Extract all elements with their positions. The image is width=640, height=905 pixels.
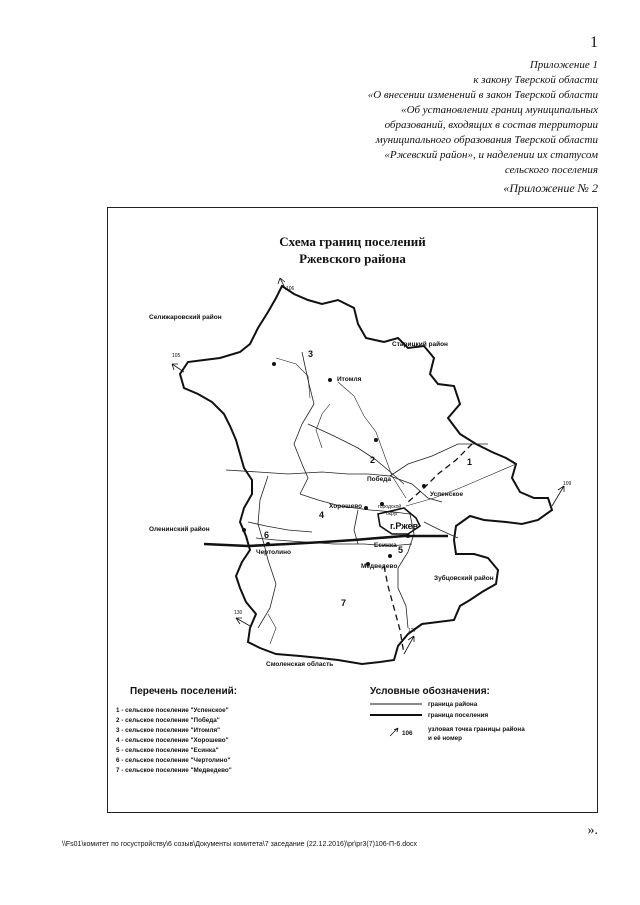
neighbor-smolensk: Смоленская область [266,661,334,668]
node-symbol [390,728,398,736]
boundary-point-number: 106 [286,286,295,292]
appendix-ref: «Приложение № 2 [503,181,598,195]
boundary-nodes [172,278,564,654]
settlement-uspenskoe: Успенское [430,491,464,498]
legend-district-border: граница района [428,701,478,708]
header-line: «О внесении изменений в закон Тверской области [367,89,598,101]
settlement-dot [388,554,392,558]
list-item: 4 - сельское поселение "Хорошево" [116,737,229,744]
map-frame [107,207,598,813]
appendix-header [268,58,598,178]
header-line: к закону Тверской области [473,74,598,86]
list-item: 2 - сельское поселение "Победа" [116,717,220,724]
settlement-medvedevo: Медведево [361,563,398,570]
settlement-itomlya: Итомля [337,376,362,383]
settlement-dot [422,484,426,488]
header-line: муниципального образования Тверской области [375,134,598,146]
settlement-dot [406,534,410,538]
header-line: «Об установлении границ муниципальных [401,104,598,116]
list-item: 3 - сельское поселение "Итомля" [116,727,221,734]
list-item: 6 - сельское поселение "Чертолино" [116,757,231,764]
zone-number: 2 [370,455,376,465]
roads [268,358,516,644]
legend-symbols [370,700,430,740]
list-item: 7 - сельское поселение "Медведево" [116,767,232,774]
zone-number: 3 [308,349,314,359]
neighbor-zubtsov: Зубцовский район [434,575,494,582]
boundary-point-number: 105 [172,353,181,359]
settlement-dot [266,542,270,546]
neighbor-selizharovo: Селижаровский район [149,314,222,321]
zone-number: 6 [264,530,270,540]
zone-number: 4 [319,510,325,520]
district-map [108,208,597,678]
neighbor-olenino: Оленинский район [149,526,210,533]
city-district-label: городской [378,504,402,510]
boundary-point-number: 109 [563,481,572,487]
legend-settlement-border: граница поселения [428,712,489,719]
settlement-list [116,706,232,776]
settlement-dot [242,528,246,532]
header-line: «Ржевский район», и наделении их статусом [384,149,598,161]
settlement-dot [364,506,368,510]
city-district-label: округ [386,511,399,517]
list-item: 5 - сельское поселение "Есинка" [116,747,219,754]
neighbor-staritsa: Старицкий район [392,341,448,348]
settlement-esinka: Есинка [374,542,397,549]
zone-number: 5 [398,545,404,555]
district-border [180,286,552,664]
settlement-khoroshevo: Хорошево [329,503,363,510]
page-number: 1 [590,34,598,51]
boundary-point-number: 127 [408,628,417,634]
settlement-borders [226,352,488,628]
settlement-pobeda: Победа [367,476,392,483]
header-line: Приложение 1 [529,59,598,71]
legend-node-number: 106 [402,730,413,737]
legend-node-line: узловая точка границы района [428,726,525,733]
map-title-line: Ржевского района [299,251,406,266]
zone-number: 7 [341,598,347,608]
settlement-dot [374,438,378,442]
header-line: сельского поселения [504,164,598,176]
list-item: 1 - сельское поселение "Успенское" [116,707,229,714]
legend-node-line: и её номер [428,735,462,742]
boundary-point-number: 130 [234,610,243,616]
city-label: г.Ржев [390,521,419,531]
document-path: \\Fs01\комитет по госустройству\6 созыв\Документы комитета\7 заседание (22.12.2016)\pr\pr3(7)106-П-6.docx [62,841,417,848]
header-line: образований, входящих в состав территории [384,119,598,131]
settlement-dot [272,362,276,366]
settlement-list-title: Перечень поселений: [130,686,238,697]
settlement-chertolino: Чертолино [256,549,291,556]
zone-number: 1 [467,457,473,467]
closing-quote: ». [587,823,598,838]
legend-symbols-title: Условные обозначения: [370,686,490,697]
map-title-line: Схема границ поселений [279,234,426,249]
settlement-dot [328,378,332,382]
